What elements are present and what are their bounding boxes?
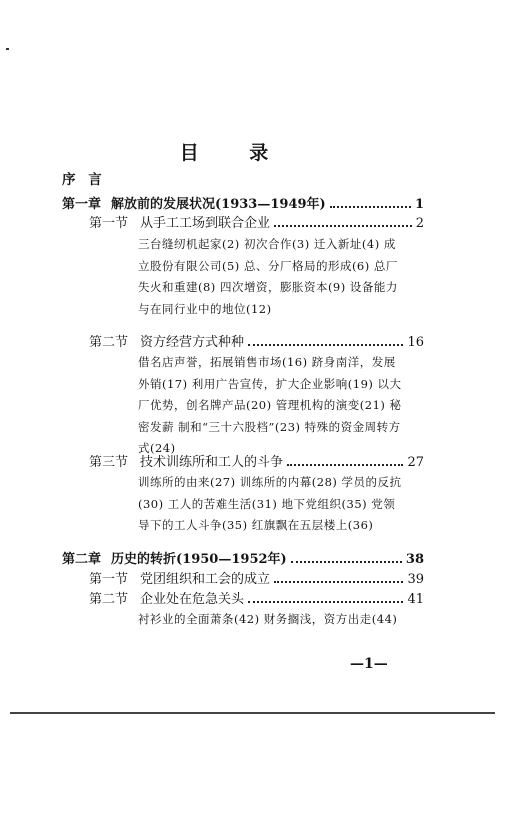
section-1-3-title: 技术训练所和工人的斗争 [140, 455, 284, 470]
section-1-2-title: 资方经营方式种种 [140, 335, 245, 350]
section-2-2-label: 第二节 [89, 592, 129, 607]
section-2-1-label: 第一节 [89, 572, 129, 587]
chapter-1-title: 解放前的发展状况(1933—1949年) [111, 197, 326, 212]
section-1-3-page: 27 [407, 455, 424, 470]
section-1-2-label: 第二节 [89, 335, 129, 350]
preface-heading: 序 言 [62, 172, 106, 188]
leader-dots [248, 344, 403, 346]
section-2-2-page: 41 [407, 592, 424, 607]
section-1-2-page: 16 [407, 335, 424, 350]
page-number: —1— [350, 656, 388, 672]
section-1-3-label: 第三节 [89, 455, 129, 470]
chapter-2-title: 历史的转折(1950—1952年) [111, 552, 287, 567]
chapter-1-label: 第一章 [62, 197, 102, 212]
section-1-2-description: 借名店声誉，拓展销售市场(16) 跻身南洋，发展外销(17) 利用广告宣传，扩大企业影响(19) 以大厂优势，创名牌产品(20) 管理机构的演变(21) 秘密发薪 制和“三十六股档”(23) 特殊的资金周转方式(24) [138, 355, 402, 455]
section-1-3-description: 训练所的由来(27) 训练所的内幕(28) 学员的反抗(30) 工人的苦难生活(31) 地下党组织(35) 党领导下的工人斗争(35) 红旗飘在五层楼上(36) [138, 475, 402, 532]
leader-dots [291, 561, 402, 563]
section-2-1-page: 39 [407, 572, 424, 587]
leader-dots [274, 225, 412, 227]
section-1-1-label: 第一节 [89, 216, 129, 231]
leader-dots [330, 206, 411, 208]
leader-dots [248, 601, 403, 603]
section-1-3-entry [89, 453, 424, 473]
section-2-2-description: 衬衫业的全面萧条(42) 财务搁浅，资方出走(44) [138, 612, 398, 626]
section-2-1-entry [89, 570, 424, 590]
bottom-rule [10, 712, 495, 714]
chapter-1-page: 1 [414, 197, 424, 212]
chapter-2-label: 第二章 [62, 552, 102, 567]
chapter-1-entry [62, 195, 424, 215]
top-left-mark [6, 48, 9, 50]
section-1-2-entry [89, 333, 424, 353]
page-title: 目 录 [179, 142, 291, 164]
chapter-2-entry [62, 550, 424, 570]
section-2-2-entry [89, 590, 424, 610]
section-1-1-description: 三台缝纫机起家(2) 初次合作(3) 迁入新址(4) 成立股份有限公司(5) 总、分厂格局的形成(6) 总厂失火和重建(8) 四次增资，膨胀资本(9) 设备能力与在同行业中的地位(12) [138, 237, 398, 316]
section-1-1-title: 从手工工场到联合企业 [140, 216, 271, 231]
section-1-1-page: 2 [415, 216, 424, 231]
chapter-2-page: 38 [405, 552, 424, 567]
leader-dots [274, 581, 403, 583]
section-2-2-title: 企业处在危急关头 [140, 592, 245, 607]
leader-dots [287, 464, 403, 466]
section-1-1-entry [89, 214, 424, 234]
section-2-1-title: 党团组织和工会的成立 [140, 572, 271, 587]
